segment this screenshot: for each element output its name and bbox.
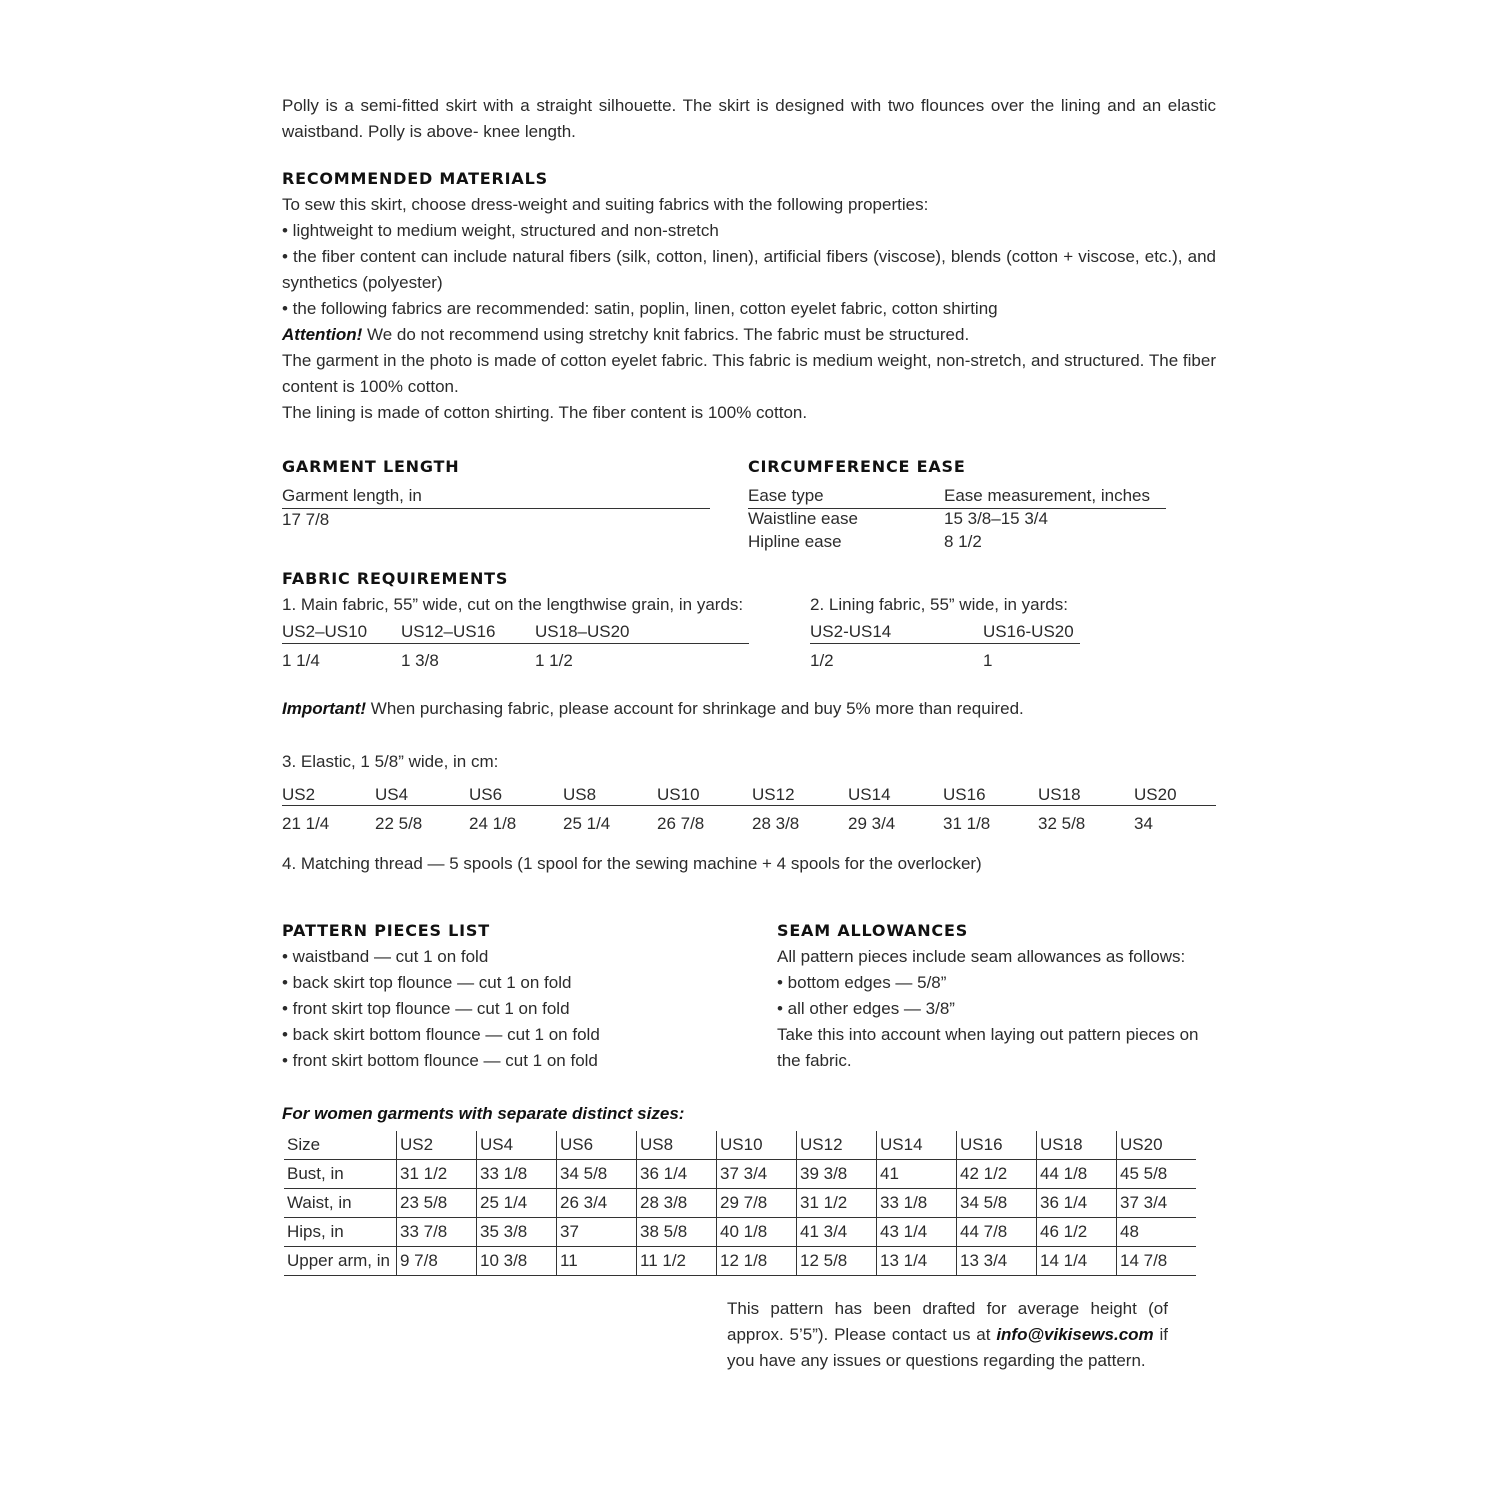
table-cell: 26 3/4: [557, 1189, 637, 1218]
elastic-value: 26 7/8: [657, 814, 705, 833]
divider: [810, 643, 1080, 644]
divider: [282, 805, 1216, 806]
table-cell: US2: [397, 1131, 477, 1160]
table-cell: US10: [717, 1131, 797, 1160]
elastic-value: 24 1/8: [469, 814, 517, 833]
table-cell: 44 1/8: [1037, 1160, 1117, 1189]
elastic-size: US16: [943, 785, 986, 804]
table-cell: 48: [1117, 1218, 1197, 1247]
size-table: [284, 1131, 1196, 1276]
garment-length-heading: GARMENT LENGTH: [282, 457, 460, 476]
lining-fabric-value: 1/2: [810, 651, 834, 670]
table-cell: 42 1/2: [957, 1160, 1037, 1189]
main-fabric-size: US2–US10: [282, 622, 368, 641]
elastic-value: 21 1/4: [282, 814, 330, 833]
main-fabric-value: 1 1/4: [282, 651, 320, 670]
elastic-value: 28 3/8: [752, 814, 800, 833]
elastic-value: 25 1/4: [563, 814, 611, 833]
table-row: [284, 1189, 1196, 1218]
elastic-size: US14: [848, 785, 891, 804]
materials-section: [282, 166, 1216, 426]
main-fabric-size: US12–US16: [401, 622, 496, 641]
table-cell: US14: [877, 1131, 957, 1160]
table-cell: 13 3/4: [957, 1247, 1037, 1276]
table-cell: US4: [477, 1131, 557, 1160]
table-row: [284, 1247, 1196, 1276]
table-cell: 36 1/4: [1037, 1189, 1117, 1218]
important-text: When purchasing fabric, please account for shrinkage and buy 5% more than required.: [366, 699, 1024, 718]
seams-section: [777, 918, 1217, 1074]
table-cell: 37 3/4: [1117, 1189, 1197, 1218]
ease-type-column: Ease type: [748, 486, 824, 505]
table-cell: 31 1/2: [397, 1160, 477, 1189]
intro-paragraph: Polly is a semi-fitted skirt with a straight silhouette. The skirt is designed with two flounces over the lining and an elastic waistband. Polly is above- knee length.: [282, 96, 1216, 141]
elastic-size: US12: [752, 785, 795, 804]
thread-note: 4. Matching thread — 5 spools (1 spool for the sewing machine + 4 spools for the overlocker): [282, 854, 982, 873]
table-cell: 12 1/8: [717, 1247, 797, 1276]
lining-note: The lining is made of cotton shirting. The fiber content is 100% cotton.: [282, 403, 808, 422]
table-cell: 14 1/4: [1037, 1247, 1117, 1276]
garment-length-column: Garment length, in: [282, 486, 422, 505]
photo-note: The garment in the photo is made of cotton eyelet fabric. This fabric is medium weight, non-stretch, and structured. The fiber content is 100% cotton.: [282, 351, 1216, 396]
table-cell: 36 1/4: [637, 1160, 717, 1189]
ease-measure-column: Ease measurement, inches: [944, 486, 1150, 505]
lining-fabric-size: US16-US20: [983, 622, 1074, 641]
elastic-size: US4: [375, 785, 409, 804]
table-cell: 10 3/8: [477, 1247, 557, 1276]
table-cell: Waist, in: [284, 1189, 397, 1218]
table-cell: 41: [877, 1160, 957, 1189]
ease-value: 15 3/8–15 3/4: [944, 509, 1048, 528]
table-cell: 35 3/8: [477, 1218, 557, 1247]
materials-line: • the following fabrics are recommended: satin, poplin, linen, cotton eyelet fabric, cotton shirting: [282, 299, 998, 318]
main-fabric-size: US18–US20: [535, 622, 630, 641]
piece-item: • back skirt bottom flounce — cut 1 on fold: [282, 1025, 600, 1044]
attention-label: Attention!: [282, 325, 363, 344]
piece-item: • waistband — cut 1 on fold: [282, 947, 489, 966]
table-cell: 41 3/4: [797, 1218, 877, 1247]
divider: [282, 508, 710, 509]
table-cell: US12: [797, 1131, 877, 1160]
elastic-size: US20: [1134, 785, 1177, 804]
table-cell: 13 1/4: [877, 1247, 957, 1276]
elastic-label: 3. Elastic, 1 5/8” wide, in cm:: [282, 752, 499, 771]
divider: [282, 643, 749, 644]
elastic-size: US8: [563, 785, 597, 804]
main-fabric-value: 1 3/8: [401, 651, 439, 670]
table-cell: 31 1/2: [797, 1189, 877, 1218]
ease-heading: CIRCUMFERENCE EASE: [748, 457, 966, 476]
table-cell: 9 7/8: [397, 1247, 477, 1276]
materials-line: • lightweight to medium weight, structured and non-stretch: [282, 221, 719, 240]
table-cell: 44 7/8: [957, 1218, 1037, 1247]
table-cell: 43 1/4: [877, 1218, 957, 1247]
table-cell: 11 1/2: [637, 1247, 717, 1276]
seams-heading: SEAM ALLOWANCES: [777, 921, 969, 940]
ease-type: Waistline ease: [748, 509, 858, 528]
table-row: [284, 1160, 1196, 1189]
note-text: This pattern has been drafted for average height (of approx. 5’5”). Please contact us at: [727, 1299, 1168, 1344]
table-cell: US8: [637, 1131, 717, 1160]
ease-value: 8 1/2: [944, 532, 982, 551]
elastic-size: US2: [282, 785, 316, 804]
elastic-size: US18: [1038, 785, 1081, 804]
lining-fabric-value: 1: [983, 651, 993, 670]
note-text: if you have any issues or questions regarding the pattern.: [727, 1325, 1168, 1370]
piece-item: • front skirt bottom flounce — cut 1 on fold: [282, 1051, 598, 1070]
table-cell: 38 5/8: [637, 1218, 717, 1247]
lining-fabric-label: 2. Lining fabric, 55” wide, in yards:: [810, 595, 1068, 614]
table-cell: 34 5/8: [957, 1189, 1037, 1218]
table-cell: Hips, in: [284, 1218, 397, 1247]
table-cell: US16: [957, 1131, 1037, 1160]
table-cell: US18: [1037, 1131, 1117, 1160]
seams-line: • bottom edges — 5/8”: [777, 973, 947, 992]
table-cell: 46 1/2: [1037, 1218, 1117, 1247]
table-cell: 34 5/8: [557, 1160, 637, 1189]
piece-item: • front skirt top flounce — cut 1 on fold: [282, 999, 570, 1018]
table-cell: 23 5/8: [397, 1189, 477, 1218]
table-cell: Size: [284, 1131, 397, 1160]
table-cell: 33 1/8: [477, 1160, 557, 1189]
table-cell: 45 5/8: [1117, 1160, 1197, 1189]
elastic-size: US6: [469, 785, 503, 804]
table-row: [284, 1218, 1196, 1247]
seams-line: Take this into account when laying out pattern pieces on the fabric.: [777, 1025, 1199, 1070]
seams-line: All pattern pieces include seam allowances as follows:: [777, 947, 1186, 966]
table-cell: Bust, in: [284, 1160, 397, 1189]
table-cell: 28 3/8: [637, 1189, 717, 1218]
elastic-value: 29 3/4: [848, 814, 896, 833]
lining-fabric-size: US2-US14: [810, 622, 892, 641]
table-cell: 25 1/4: [477, 1189, 557, 1218]
elastic-value: 32 5/8: [1038, 814, 1086, 833]
table-cell: 37: [557, 1218, 637, 1247]
elastic-size: US10: [657, 785, 700, 804]
table-cell: 37 3/4: [717, 1160, 797, 1189]
table-cell: US6: [557, 1131, 637, 1160]
table-cell: Upper arm, in: [284, 1247, 397, 1276]
important-label: Important!: [282, 699, 367, 718]
table-cell: US20: [1117, 1131, 1197, 1160]
elastic-value: 22 5/8: [375, 814, 423, 833]
table-cell: 14 7/8: [1117, 1247, 1197, 1276]
table-cell: 12 5/8: [797, 1247, 877, 1276]
materials-line: To sew this skirt, choose dress-weight and suiting fabrics with the following properties:: [282, 195, 929, 214]
materials-line: • the fiber content can include natural fibers (silk, cotton, linen), artificial fibers (viscose), blends (cotton + viscose, etc.), and synthetics (polyester): [282, 247, 1216, 292]
elastic-value: 31 1/8: [943, 814, 991, 833]
attention-note: [282, 322, 1216, 348]
seams-line: • all other edges — 3/8”: [777, 999, 955, 1018]
ease-type: Hipline ease: [748, 532, 842, 551]
elastic-value: 34: [1134, 814, 1153, 833]
main-fabric-label: 1. Main fabric, 55” wide, cut on the lengthwise grain, in yards:: [282, 595, 744, 614]
contact-email-link[interactable]: info@vikisews.com: [996, 1325, 1154, 1344]
table-cell: 29 7/8: [717, 1189, 797, 1218]
pieces-heading: PATTERN PIECES LIST: [282, 921, 490, 940]
main-fabric-value: 1 1/2: [535, 651, 573, 670]
fabric-heading: FABRIC REQUIREMENTS: [282, 569, 509, 588]
size-table-title: For women garments with separate distinct sizes:: [282, 1104, 685, 1123]
table-cell: 11: [557, 1247, 637, 1276]
materials-heading: RECOMMENDED MATERIALS: [282, 169, 548, 188]
table-cell: 33 1/8: [877, 1189, 957, 1218]
table-cell: 33 7/8: [397, 1218, 477, 1247]
piece-item: • back skirt top flounce — cut 1 on fold: [282, 973, 572, 992]
table-cell: 40 1/8: [717, 1218, 797, 1247]
height-note: [727, 1296, 1168, 1374]
important-note: [282, 699, 1024, 719]
attention-text: We do not recommend using stretchy knit fabrics. The fabric must be structured.: [362, 325, 970, 344]
table-cell: 39 3/8: [797, 1160, 877, 1189]
garment-length-value: 17 7/8: [282, 510, 330, 529]
table-row: [284, 1131, 1196, 1160]
pieces-section: [282, 918, 742, 1074]
